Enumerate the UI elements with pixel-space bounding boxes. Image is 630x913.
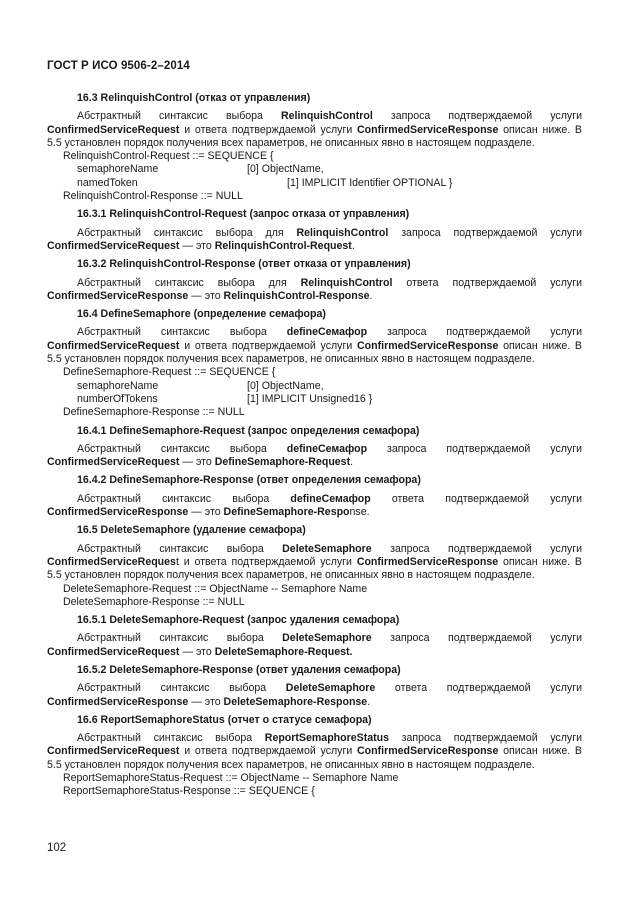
section-heading-16-4-1: 16.4.1 DefineSemaphore-Request (запрос определения семафора) [77,424,420,437]
section-heading-16-4-2: 16.4.2 DefineSemaphore-Response (ответ определения семафора) [77,474,421,487]
paragraph-16-5: Абстрактный синтаксис выбора DeleteSemaphore запроса подтверждаемой услуги ConfirmedServiceRequest и ответа подтверждаемой услуги ConfirmedServiceResponse описан ниже. В 5.5 установлен порядок получения всех параметров, не описанных явно в настоящем подразделе. [47,542,582,582]
paragraph-16-4-2: Абстрактный синтаксис выбора defineСемафор ответа подтверждаемой услуги ConfirmedServiceResponse — это DefineSemaphore-Response. [47,492,582,519]
section-heading-16-5: 16.5 DeleteSemaphore (удаление семафора) [77,524,306,537]
section-heading-16-4: 16.4 DefineSemaphore (определение семафора) [77,308,326,321]
section-heading-16-5-1: 16.5.1 DeleteSemaphore-Request (запрос удаления семафора) [77,614,400,627]
paragraph-16-5-2: Абстрактный синтаксис выбора DeleteSemaphore ответа подтверждаемой услуги ConfirmedServiceResponse — это DeleteSemaphore-Response. [47,682,582,708]
section-heading-16-3: 16.3 RelinquishControl (отказ от управления) [77,92,311,104]
paragraph-16-3-2: Абстрактный синтаксис выбора для RelinquishControl ответа подтверждаемой услуги ConfirmedServiceResponse — это RelinquishControl-Response. [47,276,582,302]
code-line: DefineSemaphore-Response ::= NULL [63,406,245,419]
code-line: semaphoreName [0] ObjectName, [77,163,324,176]
code-line: DeleteSemaphore-Response ::= NULL [63,595,245,608]
paragraph-16-5-1: Абстрактный синтаксис выбора DeleteSemaphore запроса подтверждаемой услуги ConfirmedServiceRequest — это DeleteSemaphore-Request. [47,632,582,658]
code-line: DefineSemaphore-Request ::= SEQUENCE { [63,366,276,379]
section-heading-16-5-2: 16.5.2 DeleteSemaphore-Response (ответ удаления семафора) [77,663,401,676]
code-line: ReportSemaphoreStatus-Response ::= SEQUENCE { [63,785,315,798]
code-line: RelinquishControl-Response ::= NULL [63,190,243,203]
code-line: semaphoreName [0] ObjectName, [77,379,324,392]
page-number: 102 [47,842,67,854]
section-heading-16-6: 16.6 ReportSemaphoreStatus (отчет о статусе семафора) [77,713,372,726]
section-heading-16-3-2: 16.3.2 RelinquishControl-Response (ответ отказа от управления) [77,258,411,271]
paragraph-16-3: Абстрактный синтаксис выбора RelinquishControl запроса подтверждаемой услуги ConfirmedServiceRequest и ответа подтверждаемой услуги ConfirmedServiceResponse описан ниже. В 5.5 установлен порядок получения всех параметров, не описанных явно в настоящем подразделе. [47,110,582,149]
paragraph-16-4-1: Абстрактный синтаксис выбора defineСемафор запроса подтверждаемой услуги ConfirmedServiceRequest — это DefineSemaphore-Request. [47,442,582,469]
paragraph-16-4: Абстрактный синтаксис выбора defineСемафор запроса подтверждаемой услуги ConfirmedServiceRequest и ответа подтверждаемой услуги ConfirmedServiceResponse описан ниже. В 5.5 установлен порядок получения всех параметров, не описанных явно в настоящем подразделе. [47,326,582,366]
document-body [47,92,582,799]
paragraph-16-6: Абстрактный синтаксис выбора ReportSemaphoreStatus запроса подтверждаемой услуги ConfirmedServiceRequest и ответа подтверждаемой услуги ConfirmedServiceResponse описан ниже. В 5.5 установлен порядок получения всех параметров, не описанных явно в настоящем подразделе. [47,732,582,771]
code-line: ReportSemaphoreStatus-Request ::= ObjectName -- Semaphore Name [63,772,399,785]
code-line: RelinquishControl-Request ::= SEQUENCE { [63,150,274,163]
code-line: DeleteSemaphore-Request ::= ObjectName -- Semaphore Name [63,582,368,595]
code-line: numberOfTokens [1] IMPLICIT Unsigned16 } [77,392,373,405]
paragraph-16-3-1: Абстрактный синтаксис выбора для RelinquishControl запроса подтверждаемой услуги ConfirmedServiceRequest — это RelinquishControl-Request. [47,226,583,252]
code-line: namedToken [1] IMPLICIT Identifier OPTIONAL } [77,176,453,189]
document-header: ГОСТ Р ИСО 9506-2–2014 [47,60,190,72]
section-heading-16-3-1: 16.3.1 RelinquishControl-Request (запрос отказа от управления) [77,208,410,221]
